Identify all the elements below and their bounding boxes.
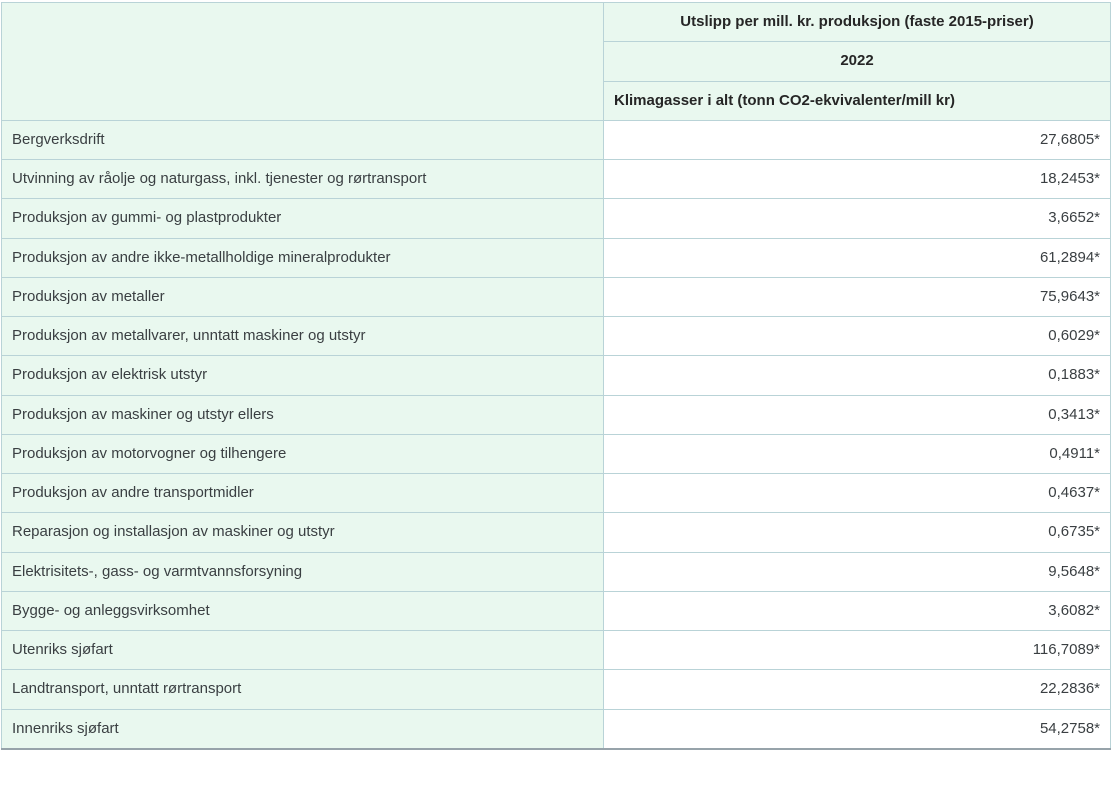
industry-label: Utenriks sjøfart [2, 631, 604, 670]
industry-label: Innenriks sjøfart [2, 709, 604, 749]
industry-label: Produksjon av maskiner og utstyr ellers [2, 395, 604, 434]
table-title: Utslipp per mill. kr. produksjon (faste 2015-priser) [604, 3, 1111, 42]
industry-label: Landtransport, unntatt rørtransport [2, 670, 604, 709]
emission-value: 0,6029* [604, 317, 1111, 356]
emission-value: 9,5648* [604, 552, 1111, 591]
industry-label: Produksjon av andre transportmidler [2, 474, 604, 513]
industry-label: Reparasjon og installasjon av maskiner og utstyr [2, 513, 604, 552]
table-row [2, 317, 1111, 356]
industry-label: Elektrisitets-, gass- og varmtvannsforsyning [2, 552, 604, 591]
industry-label: Produksjon av metaller [2, 277, 604, 316]
emission-value: 75,9643* [604, 277, 1111, 316]
industry-label: Produksjon av gummi- og plastprodukter [2, 199, 604, 238]
emission-value: 0,3413* [604, 395, 1111, 434]
emission-value: 27,6805* [604, 120, 1111, 159]
emission-value: 3,6082* [604, 591, 1111, 630]
emission-value: 0,6735* [604, 513, 1111, 552]
emission-value: 0,4637* [604, 474, 1111, 513]
emission-value: 54,2758* [604, 709, 1111, 749]
emission-value: 116,7089* [604, 631, 1111, 670]
table-body [2, 120, 1111, 749]
table-row [2, 277, 1111, 316]
table-row [2, 160, 1111, 199]
industry-label: Produksjon av motorvogner og tilhengere [2, 434, 604, 473]
corner-cell [2, 3, 604, 121]
emission-value: 0,4911* [604, 434, 1111, 473]
industry-label: Bygge- og anleggsvirksomhet [2, 591, 604, 630]
table-header [2, 3, 1111, 121]
table-row [2, 709, 1111, 749]
industry-label: Produksjon av elektrisk utstyr [2, 356, 604, 395]
table-row [2, 670, 1111, 709]
emission-value: 3,6652* [604, 199, 1111, 238]
table-row [2, 356, 1111, 395]
emission-value: 22,2836* [604, 670, 1111, 709]
table-row [2, 395, 1111, 434]
industry-label: Produksjon av metallvarer, unntatt maskiner og utstyr [2, 317, 604, 356]
year-header: 2022 [604, 42, 1111, 81]
emissions-table [1, 2, 1111, 750]
industry-label: Utvinning av råolje og naturgass, inkl. tjenester og rørtransport [2, 160, 604, 199]
emission-value: 61,2894* [604, 238, 1111, 277]
industry-label: Bergverksdrift [2, 120, 604, 159]
industry-label: Produksjon av andre ikke-metallholdige mineralprodukter [2, 238, 604, 277]
table-row [2, 552, 1111, 591]
table-row [2, 434, 1111, 473]
table-row [2, 199, 1111, 238]
table-row [2, 591, 1111, 630]
table-row [2, 120, 1111, 159]
header-row-title [2, 3, 1111, 42]
table-row [2, 631, 1111, 670]
table-row [2, 474, 1111, 513]
emission-value: 0,1883* [604, 356, 1111, 395]
emission-value: 18,2453* [604, 160, 1111, 199]
table-row [2, 513, 1111, 552]
table-row [2, 238, 1111, 277]
measure-header: Klimagasser i alt (tonn CO2-ekvivalenter/mill kr) [604, 81, 1111, 120]
